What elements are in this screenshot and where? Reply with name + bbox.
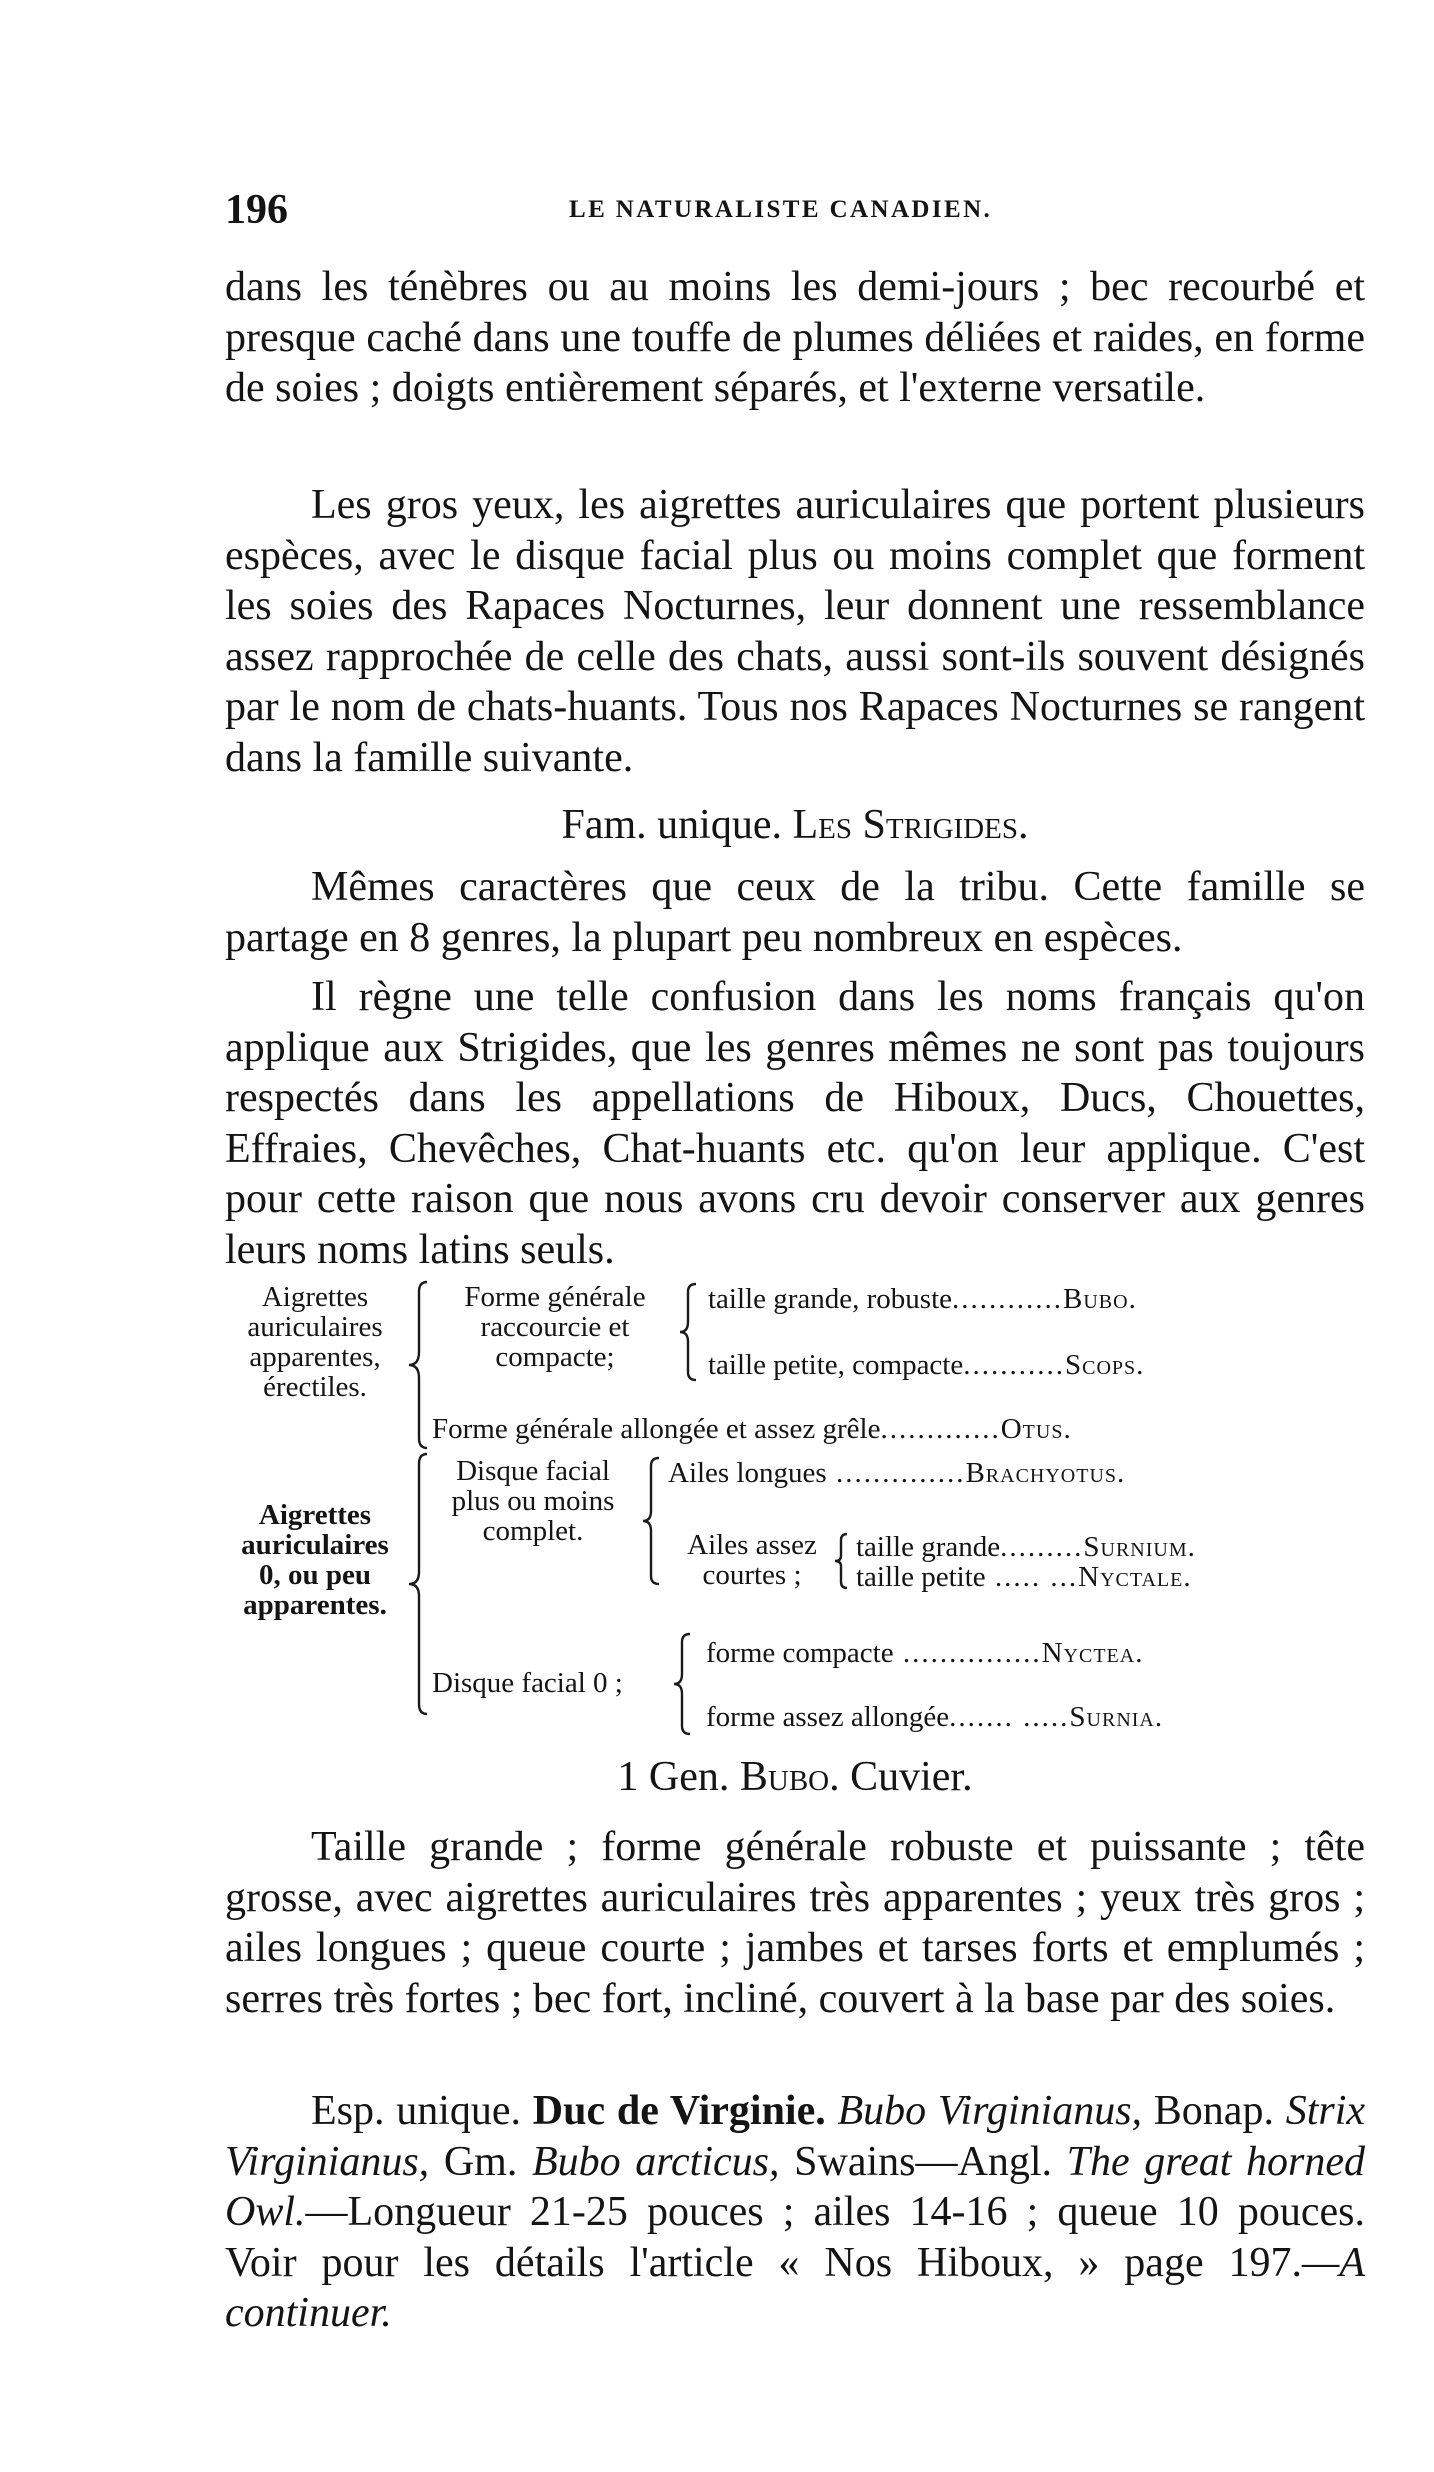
key-text-line: plus ou moins — [451, 1485, 615, 1517]
species-latin-1: Bubo Virginianus, — [837, 2088, 1143, 2134]
species-author-3: Swains—Angl. — [794, 2138, 1053, 2185]
species-label: Esp. unique. — [311, 2088, 522, 2134]
key-brace — [670, 1632, 696, 1736]
species-paragraph — [225, 2086, 1365, 2339]
genus-brachyotus: Brachyotus. — [965, 1457, 1126, 1489]
key-text: Disque facial 0 ; — [432, 1667, 623, 1699]
key-forme-compacte — [706, 1638, 1143, 1668]
page-header — [225, 186, 1365, 236]
key-taille-petite — [708, 1350, 1144, 1380]
paragraph-2: Les gros yeux, les aigrettes auriculaires que portent plusieurs espèces, avec le disque facial plus ou moins complet que forment les soies des Rapaces Nocturnes, leur donnent une ressemblance assez rapprochée de celle des chats, aussi sont-ils souvent désignés par le nom de chats-huants. Tous nos Rapaces Nocturnes se rangent dans la famille suivante. — [225, 482, 1365, 781]
species-latin-2: Strix Virginianus, — [225, 2088, 1366, 2185]
key-label-line: auriculaires — [247, 1311, 383, 1343]
key-label-line: apparentes, — [249, 1341, 381, 1373]
key-taille-grande-2 — [856, 1532, 1196, 1562]
paragraph-1: dans les ténèbres ou au moins les demi-jours ; bec recourbé et presque caché dans une touffe de plumes déliées et raides, en forme de soies ; doigts entièrement séparés, et l'externe versatile. — [225, 264, 1365, 411]
key-taille-grande — [708, 1284, 1137, 1314]
key-form-allongee — [432, 1414, 1072, 1444]
leader-dots: ......... — [1000, 1531, 1084, 1563]
key-text: Ailes longues — [668, 1457, 827, 1489]
key-label-line: 0, ou peu — [258, 1559, 371, 1591]
genus-nyctea: Nyctea. — [1041, 1637, 1144, 1669]
key-brace — [832, 1532, 852, 1590]
species-latin-3: Bubo arcticus, — [531, 2138, 780, 2185]
key-text-line: Ailes assez — [687, 1529, 817, 1561]
genus-bubo: Bubo. — [1063, 1283, 1137, 1315]
key-text-line: Forme générale — [464, 1281, 646, 1313]
key-text: forme compacte — [706, 1637, 894, 1669]
key-brace — [676, 1282, 702, 1382]
key-label-aigrettes-peu-apparentes — [220, 1500, 410, 1620]
key-text-line: raccourcie et — [480, 1311, 630, 1343]
key-text-line: courtes ; — [702, 1559, 802, 1591]
key-text-line: compacte; — [495, 1341, 615, 1373]
genus-heading-number: 1 — [617, 1754, 639, 1800]
key-text: taille grande, robuste — [708, 1283, 952, 1315]
species-common-name: Duc de Virginie. — [532, 2088, 826, 2134]
key-forme-allongee — [706, 1702, 1163, 1732]
leader-dots: .............. — [826, 1457, 966, 1489]
leader-dots: ............. — [880, 1413, 1001, 1445]
genus-nyctale: Nyctale. — [1078, 1561, 1192, 1593]
key-text: taille petite, compacte — [708, 1349, 964, 1381]
leader-dots: ............ — [952, 1283, 1063, 1315]
key-label-line: auriculaires — [241, 1529, 389, 1561]
key-label-line: apparentes. — [243, 1589, 387, 1621]
genus-scops: Scops. — [1065, 1349, 1145, 1381]
leader-dots: ........... — [963, 1349, 1065, 1381]
key-text: forme assez allongée — [706, 1701, 950, 1733]
species-ending: —A continuer. — [225, 2239, 1365, 2336]
genus-heading-name: Bubo. — [739, 1754, 840, 1800]
key-disque-zero — [432, 1668, 623, 1698]
key-text: Forme générale allongée et assez grêle — [432, 1413, 881, 1445]
key-text-line: Disque facial — [456, 1455, 610, 1487]
genus-surnia: Surnia. — [1069, 1701, 1164, 1733]
species-english-name: The great horned Owl. — [225, 2138, 1366, 2235]
genus-heading-prefix: Gen. — [648, 1754, 730, 1800]
running-title: LE NATURALISTE CANADIEN. — [569, 196, 993, 223]
key-text: taille petite — [856, 1561, 986, 1593]
key-label-line: Aigrettes — [261, 1281, 369, 1313]
key-text-line: complet. — [482, 1515, 584, 1547]
leader-dots: ....... ..... — [949, 1701, 1070, 1733]
species-author-2: Gm. — [443, 2138, 518, 2185]
key-brace — [640, 1456, 664, 1586]
family-heading-prefix: Fam. unique. — [561, 802, 782, 848]
key-label-aigrettes-apparentes — [220, 1282, 410, 1402]
key-text: taille grande — [856, 1531, 1001, 1563]
key-label-line: érectiles. — [263, 1371, 367, 1403]
key-ailes-longues — [668, 1458, 1125, 1488]
key-label-line: Aigrettes — [258, 1499, 372, 1531]
leader-dots: ............... — [893, 1637, 1042, 1669]
paragraph-5: Taille grande ; forme générale robuste et puissante ; tête grosse, avec aigrettes auriculaires très apparentes ; yeux très gros ; ailes longues ; queue courte ; jambes et tarses forts et emplumés ; serres très fortes ; bec fort, incliné, couvert à la base par des soies. — [225, 1824, 1365, 2022]
genus-otus: Otus. — [1000, 1413, 1072, 1445]
key-disque-complet — [428, 1456, 638, 1546]
key-form-raccourcie — [430, 1282, 680, 1372]
species-author-1: Bonap. — [1153, 2088, 1274, 2134]
paragraph-3: Mêmes caractères que ceux de la tribu. Cette famille se partage en 8 genres, la plupart peu nombreux en espèces. — [225, 864, 1365, 961]
key-ailes-assez-courtes — [662, 1530, 842, 1590]
family-heading — [225, 800, 1365, 850]
genus-heading — [225, 1752, 1365, 1802]
genus-heading-author: Cuvier. — [850, 1754, 973, 1800]
genus-surnium: Surnium. — [1083, 1531, 1196, 1563]
leader-dots: ..... ... — [985, 1561, 1079, 1593]
paragraph-4: Il règne une telle confusion dans les noms français qu'on applique aux Strigides, que les genres mêmes ne sont pas toujours respectés dans les appellations de Hiboux, Ducs, Chouettes, Effraies, Chevêches, Chat-huants etc. qu'on leur applique. C'est pour cette raison que nous avons cru devoir conserver aux genres leurs noms latins seuls. — [225, 974, 1365, 1273]
family-heading-name: Les Strigides. — [792, 802, 1029, 848]
key-taille-petite-2 — [856, 1562, 1192, 1592]
species-details: —Longueur 21-25 pouces ; ailes 14-16 ; queue 10 pouces. Voir pour les détails l'article « Nos Hiboux, » page 197. — [225, 2189, 1365, 2286]
page-number: 196 — [225, 187, 288, 233]
